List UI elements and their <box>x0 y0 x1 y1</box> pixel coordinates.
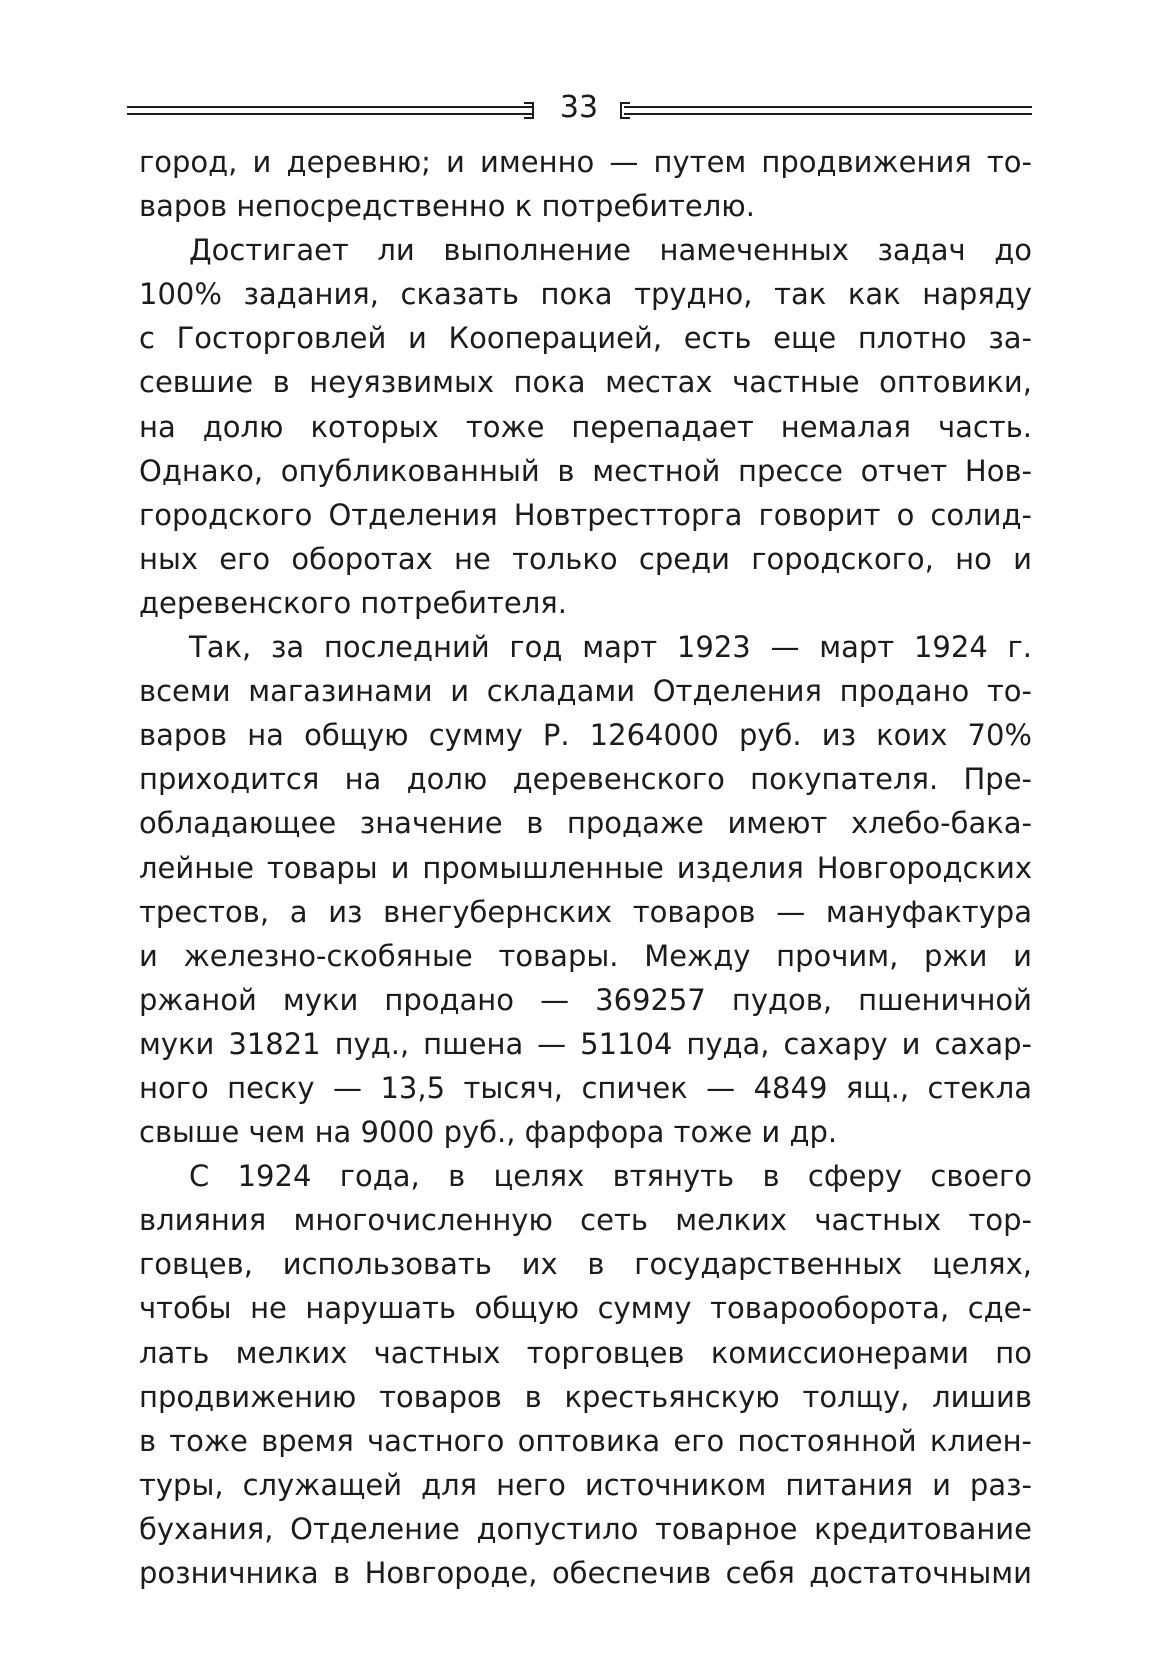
text-line: ных его оборотах не только среди городского, но и <box>139 541 1032 576</box>
text-line: лейные товары и промышленные изделия Новгородских <box>139 850 1032 885</box>
page-header <box>127 88 1032 128</box>
text-line: севшие в неуязвимых пока местах частные оптовики, <box>139 365 1032 400</box>
text-line: ржаной муки продано — 369257 пудов, пшеничной <box>139 982 1032 1017</box>
text-line: 100% задания, сказать пока трудно, так как наряду <box>139 277 1032 312</box>
text-line: чтобы не нарушать общую сумму товарооборота, сде- <box>139 1291 1032 1326</box>
text-line: бухания, Отделение допустило товарное кредитование <box>139 1511 1032 1546</box>
text-line: обладающее значение в продаже имеют хлебо-бака- <box>139 806 1032 841</box>
text-line: Однако, опубликованный в местной прессе отчет Нов- <box>139 453 1032 488</box>
text-line: варов непосредственно к потребителю. <box>139 189 755 224</box>
text-line: лать мелких частных торговцев комиссионерами по <box>139 1335 1032 1370</box>
text-line: деревенского потребителя. <box>139 585 567 620</box>
text-line: и железно-скобяные товары. Между прочим, ржи и <box>139 938 1032 973</box>
text-line: городского Отделения Новтрестторга говорит о солид- <box>139 497 1032 532</box>
text-line: свыше чем на 9000 руб., фарфора тоже и др. <box>139 1115 838 1150</box>
text-line: на долю которых тоже перепадает немалая часть. <box>139 409 1032 444</box>
text-line: ного песку — 13,5 тысяч, спичек — 4849 ящ., стекла <box>139 1070 1032 1105</box>
header-bracket-left <box>524 102 534 119</box>
text-line: всеми магазинами и складами Отделения продано то- <box>139 674 1032 709</box>
text-line: продвижению товаров в крестьянскую толщу, лишив <box>139 1379 1032 1414</box>
text-line: Достигает ли выполнение намеченных задач до <box>189 233 1032 268</box>
header-rule-right <box>624 106 1032 115</box>
page-number: 33 <box>559 90 599 125</box>
text-line: С 1924 года, в целях втянуть в сферу своего <box>189 1159 1032 1194</box>
text-line: приходится на долю деревенского покупателя. Пре- <box>139 762 1032 797</box>
text-line: влияния многочисленную сеть мелких частных тор- <box>139 1203 1032 1238</box>
text-line: туры, служащей для него источником питания и раз- <box>139 1467 1032 1502</box>
header-rule-left <box>127 106 532 115</box>
text-line: говцев, использовать их в государственных целях, <box>139 1247 1032 1282</box>
text-line: розничника в Новгороде, обеспечив себя достаточными <box>139 1556 1032 1590</box>
text-line: варов на общую сумму Р. 1264000 руб. из коих 70% <box>139 718 1032 753</box>
text-line: в тоже время частного оптовика его постоянной клиен- <box>139 1423 1032 1458</box>
page-body-text <box>139 140 1032 1595</box>
text-line: муки 31821 пуд., пшена — 51104 пуда, сахару и сахар- <box>139 1026 1032 1061</box>
text-line: трестов, а из внегубернских товаров — мануфактура <box>139 894 1032 929</box>
text-line: с Госторговлей и Кооперацией, есть еще плотно за- <box>139 321 1032 356</box>
text-line: Так, за последний год март 1923 — март 1924 г. <box>189 630 1032 665</box>
text-line: город, и деревню; и именно — путем продвижения то- <box>139 145 1032 179</box>
